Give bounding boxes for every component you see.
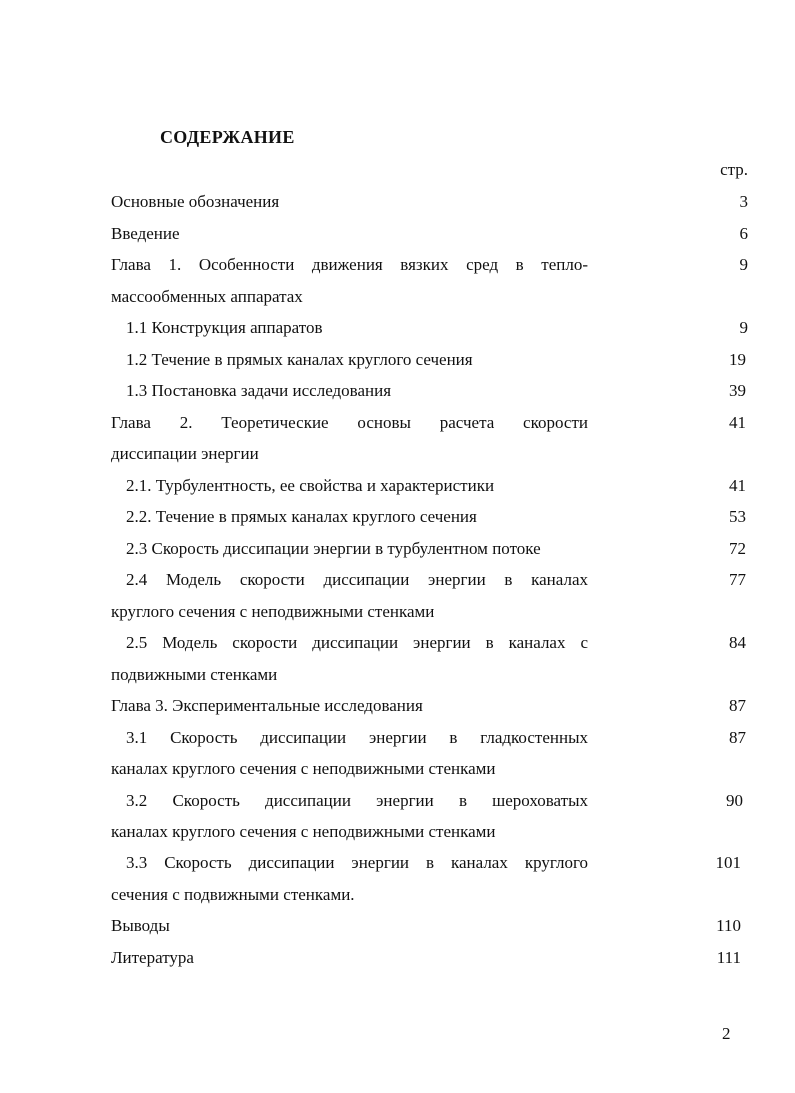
toc-entry-title: Выводы <box>111 916 170 935</box>
toc-entry-page: 87 <box>729 728 746 747</box>
toc-entry-page: 90 <box>726 791 743 810</box>
toc-entry-title: Введение <box>111 224 180 243</box>
toc-entry-page: 111 <box>716 948 741 967</box>
toc-entry-title: Основные обозначения <box>111 192 280 211</box>
toc-entry-page: 53 <box>729 507 746 526</box>
toc-entry-page: 72 <box>729 539 746 558</box>
toc-entry-title: 3.1 Скорость диссипации энергии в гладкостенных <box>126 728 588 747</box>
toc-entry-title: 2.3 Скорость диссипации энергии в турбулентном потоке <box>126 539 541 558</box>
toc-entry-page: 110 <box>716 916 741 935</box>
toc-entry-title: 1.3 Постановка задачи исследования <box>126 381 392 400</box>
toc-entry-title-continued: сечения с подвижными стенками. <box>111 885 355 904</box>
toc-entry-title-continued: массообменных аппаратах <box>111 287 303 306</box>
toc-entry-title-continued: подвижными стенками <box>111 665 278 684</box>
toc-entry-title: Литература <box>111 948 194 967</box>
toc-entry-page: 41 <box>729 413 746 432</box>
page-column-header: стр. <box>720 160 748 179</box>
toc-entry-title-continued: круглого сечения с неподвижными стенками <box>111 602 435 621</box>
toc-entry-title: Глава 3. Экспериментальные исследования <box>111 696 423 715</box>
toc-entry-page: 39 <box>729 381 746 400</box>
toc-entry-title: 1.2 Течение в прямых каналах круглого сечения <box>126 350 473 369</box>
toc-entry-title-continued: каналах круглого сечения с неподвижными стенками <box>111 759 496 778</box>
toc-entry-title: 3.3 Скорость диссипации энергии в каналах круглого <box>126 853 588 872</box>
toc-entry-title: Глава 2. Теоретические основы расчета скорости <box>111 413 588 432</box>
toc-entry-title: 3.2 Скорость диссипации энергии в шероховатых <box>126 791 588 810</box>
toc-entry-page: 3 <box>739 192 748 211</box>
toc-entry-title: 2.2. Течение в прямых каналах круглого сечения <box>126 507 477 526</box>
toc-entry-page: 77 <box>729 570 746 589</box>
page-title: СОДЕРЖАНИЕ <box>160 127 295 147</box>
toc-entry-title-continued: диссипации энергии <box>111 444 259 463</box>
toc-entry-page: 9 <box>739 318 748 337</box>
toc-entry-page: 101 <box>715 853 741 872</box>
toc-entry-title: 2.1. Турбулентность, ее свойства и характеристики <box>126 476 495 495</box>
toc-entry-title: 1.1 Конструкция аппаратов <box>126 318 323 337</box>
toc-entry-title: 2.4 Модель скорости диссипации энергии в каналах <box>126 570 588 589</box>
toc-entry-page: 19 <box>729 350 746 369</box>
toc-entry-title-continued: каналах круглого сечения с неподвижными стенками <box>111 822 496 841</box>
page-number: 2 <box>722 1024 731 1043</box>
toc-entry-title: Глава 1. Особенности движения вязких сред в тепло- <box>111 255 588 274</box>
toc-entry-title: 2.5 Модель скорости диссипации энергии в каналах с <box>126 633 588 652</box>
toc-entry-page: 9 <box>739 255 748 274</box>
toc-entry-page: 87 <box>729 696 746 715</box>
toc-entry-page: 6 <box>739 224 748 243</box>
toc-entry-page: 41 <box>729 476 746 495</box>
toc-entry-page: 84 <box>729 633 746 652</box>
